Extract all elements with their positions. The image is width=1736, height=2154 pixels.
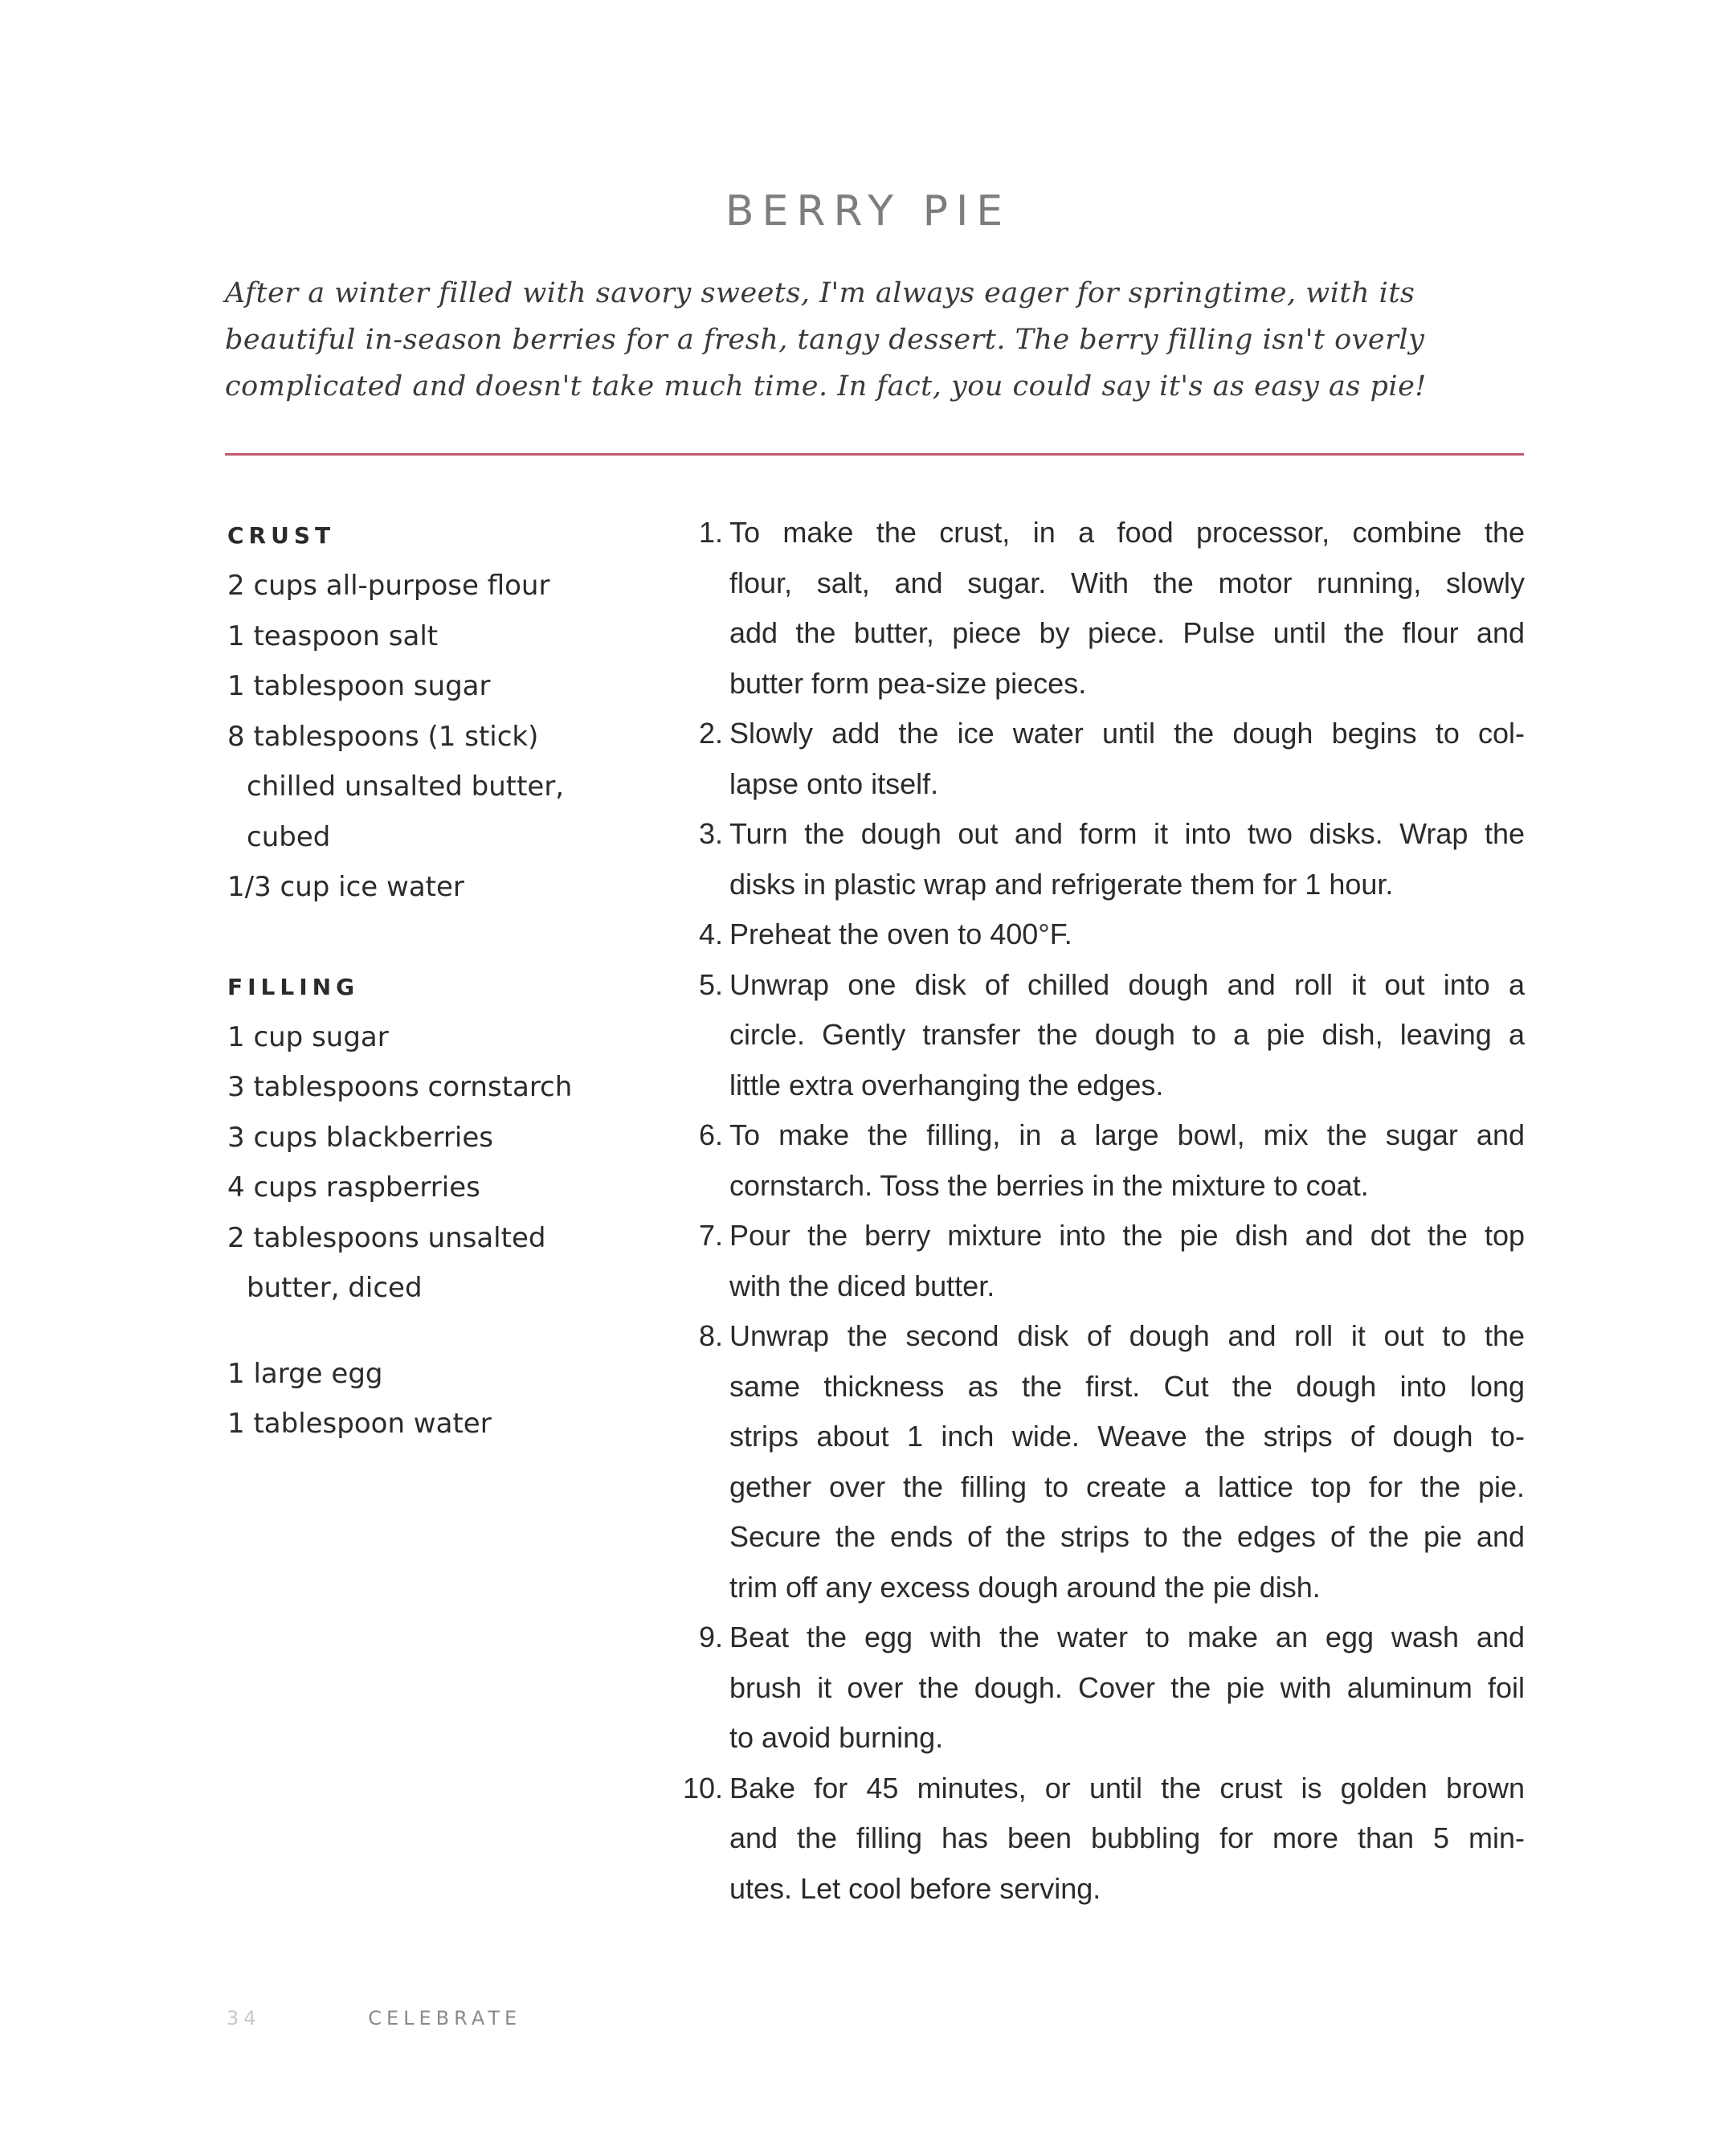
step-line: Beat the egg with the water to make an egg wash and bbox=[729, 1621, 1525, 1653]
step-line: same thickness as the first. Cut the dough into long bbox=[729, 1369, 1525, 1403]
step-3 bbox=[664, 809, 1525, 909]
step-number: 5. bbox=[698, 967, 723, 1001]
step-line: utes. Let cool before serving. bbox=[729, 1871, 1101, 1905]
step-line: To make the crust, in a food processor, combine the bbox=[729, 516, 1525, 549]
step-line: circle. Gently transfer the dough to a pie dish, leaving a bbox=[729, 1018, 1525, 1051]
step-text bbox=[723, 1311, 1525, 1612]
step-text bbox=[723, 508, 1525, 709]
step-number: 7. bbox=[698, 1219, 723, 1252]
step-line: Pour the berry mixture into the pie dish and dot the top bbox=[729, 1219, 1525, 1252]
step-10 bbox=[664, 1764, 1525, 1915]
step-7 bbox=[664, 1211, 1525, 1311]
crust-heading: CRUST bbox=[227, 522, 336, 549]
step-line: to avoid burning. bbox=[729, 1721, 944, 1754]
step-text bbox=[723, 809, 1525, 909]
step-6 bbox=[664, 1110, 1525, 1211]
step-4 bbox=[664, 909, 1525, 960]
step-9 bbox=[664, 1612, 1525, 1764]
step-number: 10. bbox=[682, 1771, 723, 1805]
step-number: 8. bbox=[698, 1319, 723, 1352]
step-text bbox=[723, 709, 1525, 809]
section-name: CELEBRATE bbox=[368, 2007, 522, 2029]
step-line: flour, salt, and sugar. With the motor running, slowly bbox=[729, 566, 1525, 599]
step-number: 4. bbox=[698, 918, 723, 950]
step-number: 6. bbox=[698, 1118, 723, 1151]
step-text bbox=[723, 1612, 1525, 1764]
intro-line: complicated and doesn't take much time. In fact, you could say it's as easy as pie! bbox=[225, 370, 1427, 403]
ingredient-line: 1 tablespoon sugar bbox=[227, 670, 491, 702]
step-number: 3. bbox=[698, 817, 723, 850]
ingredient-line: 3 tablespoons cornstarch bbox=[227, 1071, 573, 1103]
step-line: disks in plastic wrap and refrigerate them for 1 hour. bbox=[729, 867, 1394, 901]
instructions-list bbox=[664, 508, 1525, 1914]
intro-line: beautiful in-season berries for a fresh, tangy dessert. The berry filling isn't overly bbox=[225, 324, 1425, 356]
ingredient-line-continuation: cubed bbox=[247, 820, 331, 853]
ingredient-line-continuation: butter, diced bbox=[247, 1272, 423, 1304]
step-line: butter form pea-size pieces. bbox=[729, 666, 1087, 700]
step-line: add the butter, piece by piece. Pulse until the flour and bbox=[729, 616, 1525, 649]
step-line: with the diced butter. bbox=[729, 1269, 995, 1302]
step-line: lapse onto itself. bbox=[729, 766, 939, 800]
step-text bbox=[723, 1764, 1525, 1915]
ingredient-line: 1 cup sugar bbox=[227, 1020, 389, 1053]
ingredient-line-continuation: chilled unsalted butter, bbox=[247, 770, 565, 803]
step-line: Unwrap the second disk of dough and roll it out to the bbox=[729, 1319, 1525, 1352]
step-8 bbox=[664, 1311, 1525, 1612]
step-line: Unwrap one disk of chilled dough and roll it out into a bbox=[729, 967, 1525, 1001]
spacer bbox=[227, 913, 645, 963]
step-number: 2. bbox=[698, 717, 723, 750]
step-5 bbox=[664, 960, 1525, 1111]
ingredient-line: 1 teaspoon salt bbox=[227, 619, 439, 652]
spacer bbox=[227, 1314, 645, 1349]
step-line: and the filling has been bubbling for more than 5 min- bbox=[729, 1821, 1525, 1854]
step-line: Preheat the oven to 400°F. bbox=[729, 918, 1072, 950]
ingredient-line: 2 tablespoons unsalted bbox=[227, 1221, 546, 1254]
step-1 bbox=[664, 508, 1525, 709]
ingredient-line: 1/3 cup ice water bbox=[227, 871, 464, 903]
step-text bbox=[723, 909, 1525, 960]
step-line: Secure the ends of the strips to the edges of the pie and bbox=[729, 1520, 1525, 1553]
recipe-intro bbox=[225, 270, 1526, 410]
ingredient-line: 1 large egg bbox=[227, 1357, 383, 1390]
step-2 bbox=[664, 709, 1525, 809]
step-text bbox=[723, 960, 1525, 1111]
page-footer bbox=[227, 2007, 521, 2029]
step-line: To make the filling, in a large bowl, mix the sugar and bbox=[729, 1118, 1525, 1151]
step-line: Bake for 45 minutes, or until the crust is golden brown bbox=[729, 1771, 1525, 1805]
step-number: 9. bbox=[698, 1621, 723, 1653]
ingredient-line: 2 cups all-purpose flour bbox=[227, 570, 550, 602]
step-line: Turn the dough out and form it into two disks. Wrap the bbox=[729, 817, 1525, 850]
ingredients-column bbox=[227, 511, 645, 1449]
step-line: brush it over the dough. Cover the pie with aluminum foil bbox=[729, 1670, 1525, 1704]
page-number: 34 bbox=[227, 2007, 261, 2029]
ingredient-line: 3 cups blackberries bbox=[227, 1121, 493, 1154]
intro-line: After a winter filled with savory sweets, I'm always eager for springtime, with its bbox=[225, 277, 1415, 309]
section-divider bbox=[225, 453, 1524, 456]
step-text bbox=[723, 1211, 1525, 1311]
step-line: Slowly add the ice water until the dough begins to col- bbox=[729, 717, 1525, 750]
step-line: gether over the filling to create a lattice top for the pie. bbox=[729, 1469, 1525, 1503]
step-line: strips about 1 inch wide. Weave the strips of dough to- bbox=[729, 1420, 1525, 1453]
filling-heading: FILLING bbox=[227, 973, 360, 1000]
step-line: trim off any excess dough around the pie dish. bbox=[729, 1570, 1321, 1604]
step-number: 1. bbox=[698, 516, 723, 549]
step-text bbox=[723, 1110, 1525, 1211]
step-line: little extra overhanging the edges. bbox=[729, 1068, 1164, 1102]
ingredient-line: 1 tablespoon water bbox=[227, 1408, 492, 1440]
recipe-title: BERRY PIE bbox=[725, 186, 1011, 235]
ingredient-line: 4 cups raspberries bbox=[227, 1171, 480, 1204]
ingredient-line: 8 tablespoons (1 stick) bbox=[227, 720, 539, 753]
step-line: cornstarch. Toss the berries in the mixture to coat. bbox=[729, 1168, 1369, 1202]
